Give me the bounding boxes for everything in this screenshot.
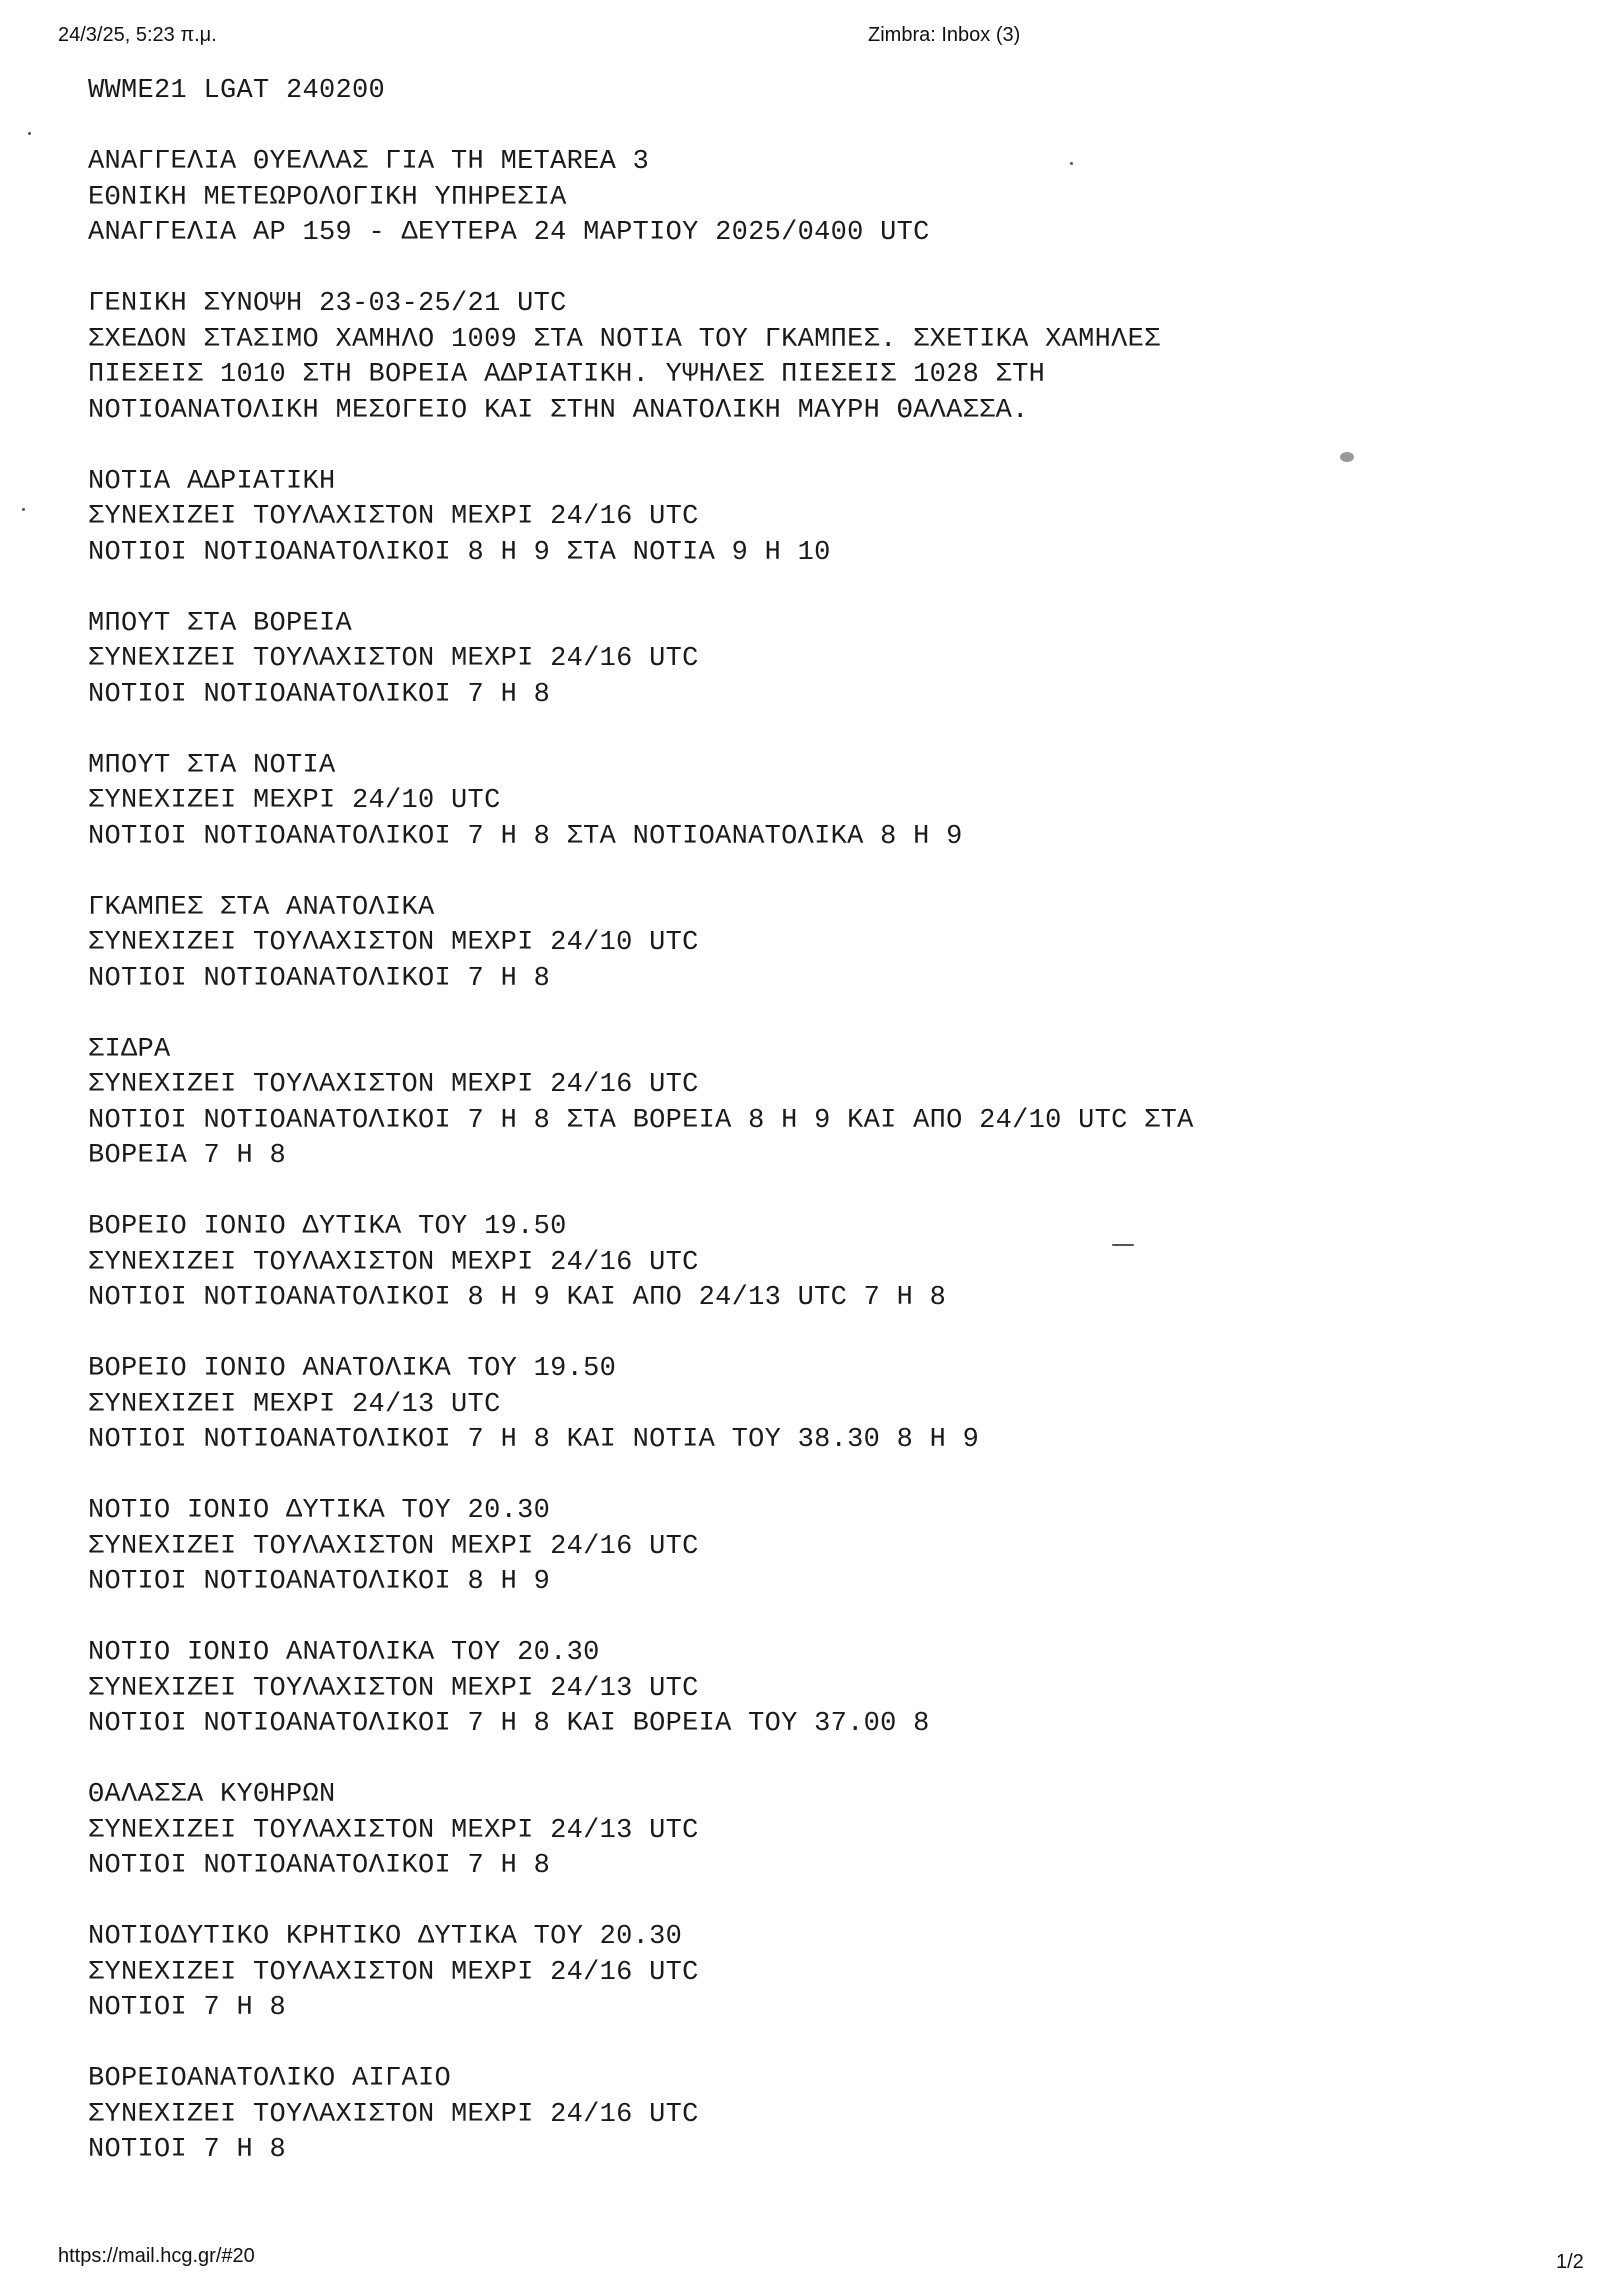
area-block xyxy=(88,1778,1288,1885)
area-line: ΝΟΤΙΟΙ ΝΟΤΙΟΑΝΑΤΟΛΙΚΟΙ 8 Η 9 ΣΤΑ ΝΟΤΙΑ 9 Η 10 xyxy=(88,537,831,568)
area-block xyxy=(88,1352,1288,1459)
area-line: ΝΟΤΙΟΙ 7 Η 8 xyxy=(88,1993,287,2023)
area-name: ΒΟΡΕΙΟ ΙΟΝΙΟ ΔΥΤΙΚΑ ΤΟΥ 19.50 xyxy=(88,1212,567,1242)
area-line: ΣΥΝΕΧΙΖΕΙ ΤΟΥΛΑΧΙΣΤΟΝ ΜΕΧΡΙ 24/13 UTC xyxy=(88,1673,699,1704)
area-line: ΝΟΤΙΟΙ 7 Η 8 xyxy=(88,2135,287,2165)
area-line: ΒΟΡΕΙΑ 7 Η 8 xyxy=(88,1141,287,1171)
area-name: ΜΠΟΥΤ ΣΤΑ ΝΟΤΙΑ xyxy=(88,750,336,781)
area-line: ΣΥΝΕΧΙΖΕΙ ΤΟΥΛΑΧΙΣΤΟΝ ΜΕΧΡΙ 24/16 UTC xyxy=(88,1957,699,1988)
synopsis-line: ΓΕΝΙΚΗ ΣΥΝΟΨΗ 23-03-25/21 UTC xyxy=(88,289,567,319)
area-block xyxy=(88,1033,1288,1175)
intro-line: ΕΘΝΙΚΗ ΜΕΤΕΩΡΟΛΟΓΙΚΗ ΥΠΗΡΕΣΙΑ xyxy=(88,182,567,213)
intro-line: ΑΝΑΓΓΕΛΙΑ ΑΡ 159 - ΔΕΥΤΕΡΑ 24 ΜΑΡΤΙΟΥ 2025/0400 UTC xyxy=(88,218,930,248)
area-name: ΓΚΑΜΠΕΣ ΣΤΑ ΑΝΑΤΟΛΙΚΑ xyxy=(88,892,435,923)
area-block xyxy=(88,1636,1288,1743)
area-line: ΣΥΝΕΧΙΖΕΙ ΤΟΥΛΑΧΙΣΤΟΝ ΜΕΧΡΙ 24/10 UTC xyxy=(88,928,699,958)
area-line: ΣΥΝΕΧΙΖΕΙ ΤΟΥΛΑΧΙΣΤΟΝ ΜΕΧΡΙ 24/13 UTC xyxy=(88,1815,699,1846)
area-name: ΝΟΤΙΑ ΑΔΡΙΑΤΙΚΗ xyxy=(88,466,336,497)
area-line: ΝΟΤΙΟΙ ΝΟΤΙΟΑΝΑΤΟΛΙΚΟΙ 7 Η 8 ΚΑΙ ΒΟΡΕΙΑ ΤΟΥ 37.00 8 xyxy=(88,1709,930,1739)
area-line: ΣΥΝΕΧΙΖΕΙ ΤΟΥΛΑΧΙΣΤΟΝ ΜΕΧΡΙ 24/16 UTC xyxy=(88,644,699,674)
area-name: ΒΟΡΕΙΟ ΙΟΝΙΟ ΑΝΑΤΟΛΙΚΑ ΤΟΥ 19.50 xyxy=(88,1354,617,1384)
area-name: ΣΙΔΡΑ xyxy=(88,1034,171,1065)
synopsis-line: ΝΟΤΙΟΑΝΑΤΟΛΙΚΗ ΜΕΣΟΓΕΙΟ ΚΑΙ ΣΤΗΝ ΑΝΑΤΟΛΙΚΗ ΜΑΥΡΗ ΘΑΛΑΣΣΑ. xyxy=(88,395,1029,426)
print-datetime: 24/3/25, 5:23 π.μ. xyxy=(58,24,217,46)
area-block xyxy=(88,1210,1288,1317)
area-line: ΝΟΤΙΟΙ ΝΟΤΙΟΑΝΑΤΟΛΙΚΟΙ 7 Η 8 ΣΤΑ ΝΟΤΙΟΑΝΑΤΟΛΙΚΑ 8 Η 9 xyxy=(88,821,963,852)
area-line: ΣΥΝΕΧΙΖΕΙ ΤΟΥΛΑΧΙΣΤΟΝ ΜΕΧΡΙ 24/16 UTC xyxy=(88,1531,699,1562)
area-name: ΘΑΛΑΣΣΑ ΚΥΘΗΡΩΝ xyxy=(88,1780,336,1810)
message-code-block xyxy=(88,74,1288,110)
scan-speck xyxy=(28,132,31,135)
synopsis-line: ΣΧΕΔΟΝ ΣΤΑΣΙΜΟ ΧΑΜΗΛΟ 1009 ΣΤΑ ΝΟΤΙΑ ΤΟΥ ΓΚΑΜΠΕΣ. ΣΧΕΤΙΚΑ ΧΑΜΗΛΕΣ xyxy=(88,324,1161,355)
area-block xyxy=(88,749,1288,856)
area-name: ΝΟΤΙΟ ΙΟΝΙΟ ΑΝΑΤΟΛΙΚΑ ΤΟΥ 20.30 xyxy=(88,1638,600,1668)
area-line: ΣΥΝΕΧΙΖΕΙ ΤΟΥΛΑΧΙΣΤΟΝ ΜΕΧΡΙ 24/16 UTC xyxy=(88,1070,699,1100)
area-line: ΣΥΝΕΧΙΖΕΙ ΤΟΥΛΑΧΙΣΤΟΝ ΜΕΧΡΙ 24/16 UTC xyxy=(88,2099,699,2130)
scan-speck xyxy=(1112,1244,1134,1246)
synopsis-block xyxy=(88,287,1288,429)
area-line: ΝΟΤΙΟΙ ΝΟΤΙΟΑΝΑΤΟΛΙΚΟΙ 8 Η 9 ΚΑΙ ΑΠΟ 24/13 UTC 7 Η 8 xyxy=(88,1283,947,1313)
area-name: ΝΟΤΙΟΔΥΤΙΚΟ ΚΡΗΤΙΚΟ ΔΥΤΙΚΑ ΤΟΥ 20.30 xyxy=(88,1922,683,1952)
intro-line: ΑΝΑΓΓΕΛΙΑ ΘΥΕΛΛΑΣ ΓΙΑ ΤΗ METAREA 3 xyxy=(88,147,650,177)
area-block xyxy=(88,1920,1288,2027)
area-block xyxy=(88,1494,1288,1601)
area-line: ΣΥΝΕΧΙΖΕΙ ΜΕΧΡΙ 24/10 UTC xyxy=(88,786,501,816)
area-line: ΝΟΤΙΟΙ ΝΟΤΙΟΑΝΑΤΟΛΙΚΟΙ 7 Η 8 ΚΑΙ ΝΟΤΙΑ ΤΟΥ 38.30 8 Η 9 xyxy=(88,1425,980,1455)
area-name: ΒΟΡΕΙΟΑΝΑΤΟΛΙΚΟ ΑΙΓΑΙΟ xyxy=(88,2064,452,2094)
page-title: Zimbra: Inbox (3) xyxy=(868,24,1021,46)
message-code: WWME21 LGAT 240200 xyxy=(88,76,386,106)
area-line: ΣΥΝΕΧΙΖΕΙ ΤΟΥΛΑΧΙΣΤΟΝ ΜΕΧΡΙ 24/16 UTC xyxy=(88,1247,699,1278)
synopsis-line: ΠΙΕΣΕΙΣ 1010 ΣΤΗ ΒΟΡΕΙΑ ΑΔΡΙΑΤΙΚΗ. ΥΨΗΛΕΣ ΠΙΕΣΕΙΣ 1028 ΣΤΗ xyxy=(88,360,1046,390)
area-line: ΝΟΤΙΟΙ ΝΟΤΙΟΑΝΑΤΟΛΙΚΟΙ 7 Η 8 xyxy=(88,963,551,994)
area-block xyxy=(88,2062,1288,2169)
area-line: ΝΟΤΙΟΙ ΝΟΤΙΟΑΝΑΤΟΛΙΚΟΙ 7 Η 8 xyxy=(88,1851,551,1881)
area-block xyxy=(88,465,1288,572)
intro-block xyxy=(88,145,1288,252)
area-line: ΝΟΤΙΟΙ ΝΟΤΙΟΑΝΑΤΟΛΙΚΟΙ 7 Η 8 xyxy=(88,679,551,710)
area-block xyxy=(88,891,1288,998)
scan-speck xyxy=(1070,162,1073,165)
area-name: ΜΠΟΥΤ ΣΤΑ ΒΟΡΕΙΑ xyxy=(88,608,353,639)
area-line: ΝΟΤΙΟΙ ΝΟΤΙΟΑΝΑΤΟΛΙΚΟΙ 8 Η 9 xyxy=(88,1567,551,1597)
area-block xyxy=(88,607,1288,714)
scan-speck xyxy=(1340,452,1354,462)
area-line: ΣΥΝΕΧΙΖΕΙ ΤΟΥΛΑΧΙΣΤΟΝ ΜΕΧΡΙ 24/16 UTC xyxy=(88,502,699,532)
area-line: ΣΥΝΕΧΙΖΕΙ ΜΕΧΡΙ 24/13 UTC xyxy=(88,1389,501,1420)
message-body xyxy=(88,74,1288,2204)
page-url: https://mail.hcg.gr/#20 xyxy=(58,2245,255,2267)
area-line: ΝΟΤΙΟΙ ΝΟΤΙΟΑΝΑΤΟΛΙΚΟΙ 7 Η 8 ΣΤΑ ΒΟΡΕΙΑ 8 Η 9 ΚΑΙ ΑΠΟ 24/10 UTC ΣΤΑ xyxy=(88,1105,1194,1136)
page-number: 1/2 xyxy=(1556,2251,1584,2273)
area-name: ΝΟΤΙΟ ΙΟΝΙΟ ΔΥΤΙΚΑ ΤΟΥ 20.30 xyxy=(88,1496,551,1526)
scan-speck xyxy=(22,508,25,511)
